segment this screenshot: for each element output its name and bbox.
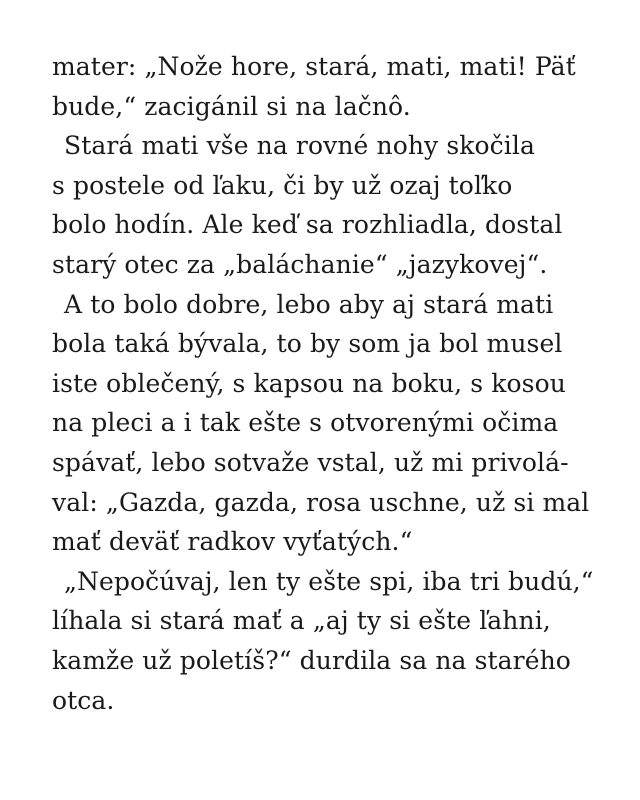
- text-line: na pleci a i tak ešte s otvorenými očima: [52, 408, 559, 438]
- text-line: starý otec za „baláchanie“ „jazykovej“.: [52, 249, 548, 279]
- text-line: mater: „Nože hore, stará, mati, mati! Päť: [52, 52, 576, 81]
- book-page-text: [52, 47, 612, 720]
- text-line: kamže už poletíš?“ durdila sa na starého: [52, 645, 571, 675]
- text-line: líhala si stará mať a „aj ty si ešte ľahni,: [52, 606, 551, 636]
- text-line: iste oblečený, s kapsou na boku, s kosou: [52, 368, 566, 398]
- text-line: otca.: [52, 685, 115, 715]
- text-line: val: „Gazda, gazda, rosa uschne, už si mal: [52, 487, 590, 517]
- text-line: bola taká bývala, to by som ja bol musel: [52, 329, 563, 359]
- paragraph-start-line: „Nepočúvaj, len ty ešte spi, iba tri budú,“: [64, 566, 594, 596]
- paragraph-start-line: Stará mati vše na rovné nohy skočila: [64, 131, 535, 161]
- text-line: bude,“ zacigánil si na lačnô.: [52, 91, 411, 121]
- paragraph-start-line: A to bolo dobre, lebo aby aj stará mati: [64, 289, 554, 319]
- text-line: s postele od ľaku, či by už ozaj toľko: [52, 170, 513, 200]
- text-line: bolo hodín. Ale keď sa rozhliadla, dostal: [52, 210, 563, 240]
- text-line: mať deväť radkov vyťatých.“: [52, 527, 413, 557]
- text-line: spávať, lebo sotvaže vstal, už mi privolá-: [52, 447, 569, 477]
